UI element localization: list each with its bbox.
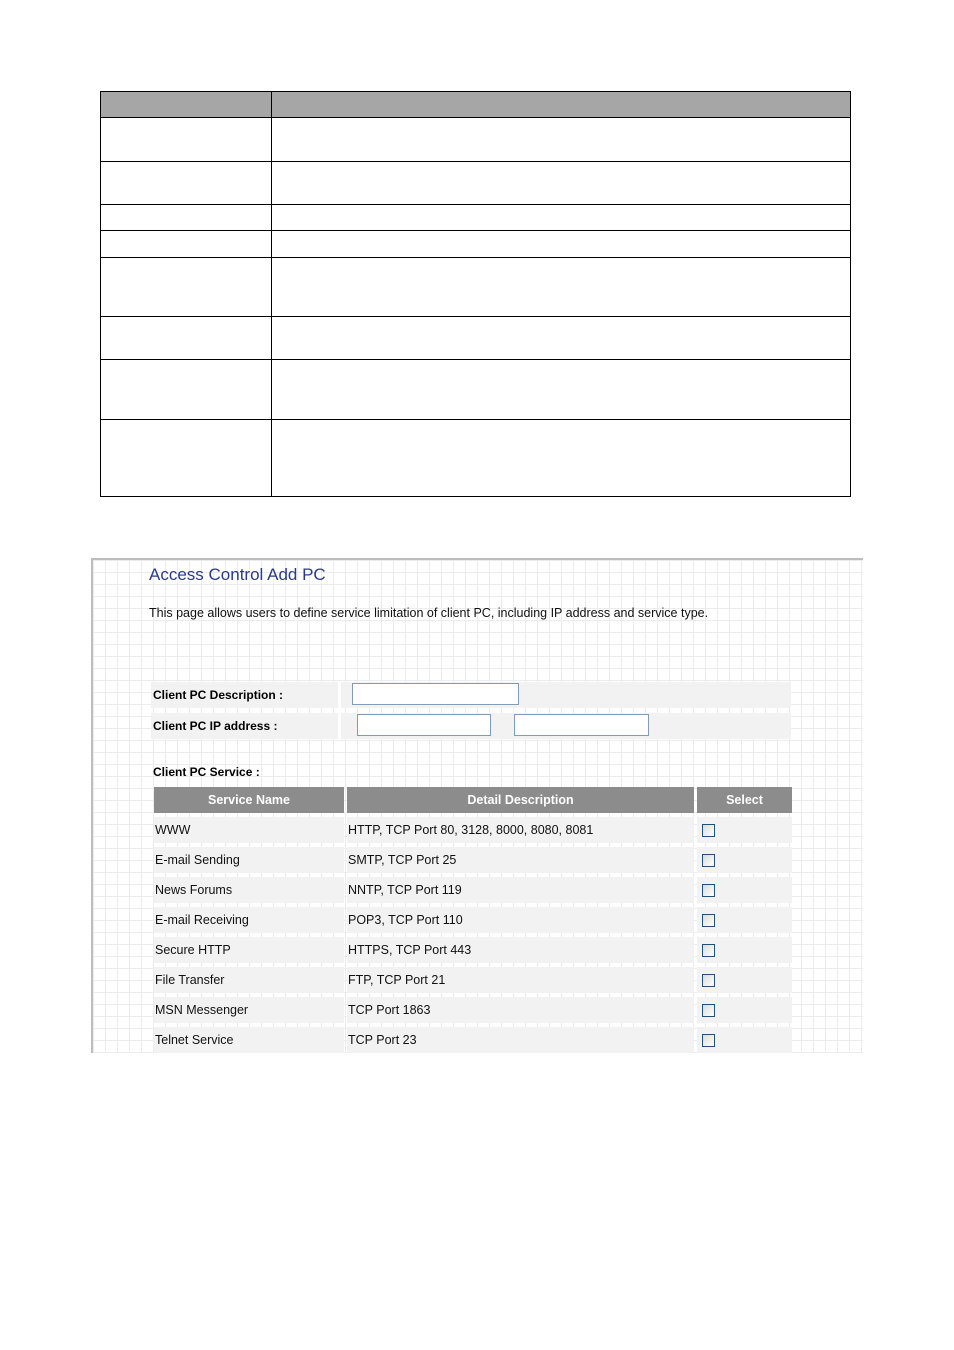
client-pc-ip-label: Client PC IP address : xyxy=(153,713,341,739)
table-row xyxy=(154,967,792,993)
access-control-panel xyxy=(91,558,863,1053)
table-row xyxy=(154,817,792,843)
parameter-table-row xyxy=(101,420,851,497)
table-row xyxy=(154,907,792,933)
service-detail: HTTP, TCP Port 80, 3128, 8000, 8080, 8081 xyxy=(347,817,694,843)
client-pc-description-row xyxy=(151,682,791,708)
service-select-checkbox-file-transfer[interactable] xyxy=(702,974,715,987)
page-description: This page allows users to define service limitation of client PC, including IP address and service type. xyxy=(149,606,709,620)
table-row xyxy=(154,847,792,873)
service-name: Telnet Service xyxy=(154,1027,344,1053)
table-row xyxy=(154,937,792,963)
table-row xyxy=(154,1027,792,1053)
service-select-checkbox-telnet-service[interactable] xyxy=(702,1034,715,1047)
service-name: News Forums xyxy=(154,877,344,903)
parameter-table-row xyxy=(101,231,851,258)
service-detail: POP3, TCP Port 110 xyxy=(347,907,694,933)
service-detail: TCP Port 1863 xyxy=(347,997,694,1023)
parameter-table-header xyxy=(101,92,851,118)
service-select-checkbox-secure-http[interactable] xyxy=(702,944,715,957)
ip-end-input[interactable] xyxy=(514,714,649,736)
service-table xyxy=(151,783,795,1053)
service-detail: TCP Port 23 xyxy=(347,1027,694,1053)
service-detail: NNTP, TCP Port 119 xyxy=(347,877,694,903)
column-header-service-name: Service Name xyxy=(154,787,344,813)
service-detail: SMTP, TCP Port 25 xyxy=(347,847,694,873)
parameter-table-row xyxy=(101,258,851,317)
service-name: MSN Messenger xyxy=(154,997,344,1023)
parameter-table-row xyxy=(101,162,851,205)
parameter-table-row xyxy=(101,205,851,231)
page-title: Access Control Add PC xyxy=(149,565,326,584)
service-name: E-mail Receiving xyxy=(154,907,344,933)
service-select-checkbox-msn-messenger[interactable] xyxy=(702,1004,715,1017)
table-row xyxy=(154,877,792,903)
service-name: File Transfer xyxy=(154,967,344,993)
service-name: E-mail Sending xyxy=(154,847,344,873)
column-header-select: Select xyxy=(697,787,792,813)
service-table-header xyxy=(154,787,792,813)
service-detail: HTTPS, TCP Port 443 xyxy=(347,937,694,963)
parameter-table xyxy=(100,91,851,497)
parameter-table-row xyxy=(101,317,851,360)
client-pc-description-input[interactable] xyxy=(352,683,519,705)
service-name: Secure HTTP xyxy=(154,937,344,963)
service-name: WWW xyxy=(154,817,344,843)
ip-start-input[interactable] xyxy=(357,714,491,736)
client-pc-description-label: Client PC Description : xyxy=(153,682,341,708)
client-pc-ip-row xyxy=(151,713,791,739)
table-row xyxy=(154,997,792,1023)
service-select-checkbox-email-receiving[interactable] xyxy=(702,914,715,927)
parameter-table-row xyxy=(101,118,851,162)
service-select-checkbox-www[interactable] xyxy=(702,824,715,837)
service-select-checkbox-news-forums[interactable] xyxy=(702,884,715,897)
parameter-table-row xyxy=(101,360,851,420)
service-select-checkbox-email-sending[interactable] xyxy=(702,854,715,867)
service-detail: FTP, TCP Port 21 xyxy=(347,967,694,993)
column-header-detail-description: Detail Description xyxy=(347,787,694,813)
client-pc-service-label: Client PC Service : xyxy=(153,765,260,779)
